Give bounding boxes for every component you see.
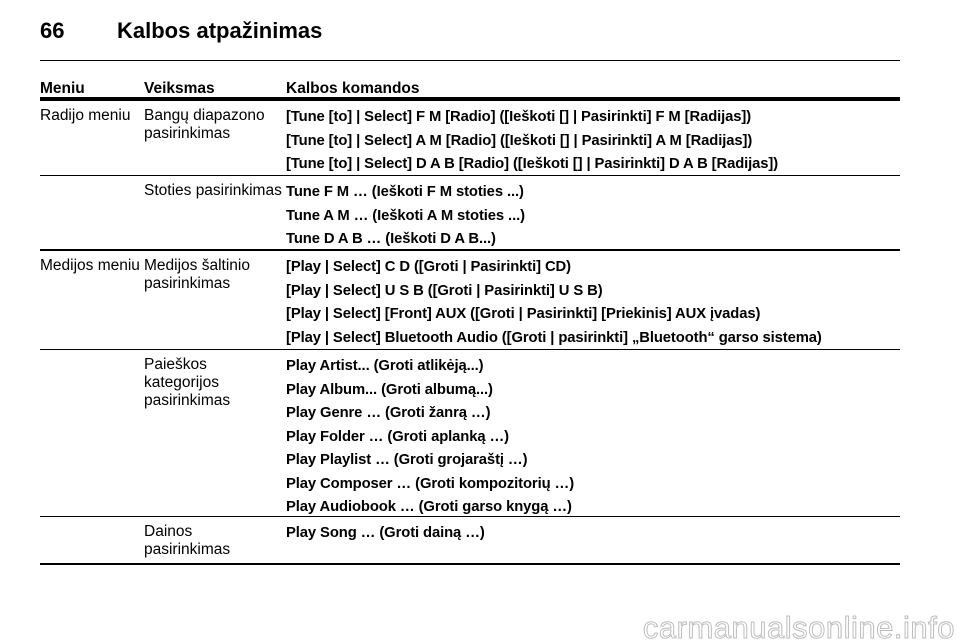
voice-command: Tune D A B … (Ieškoti D A B...) — [286, 231, 496, 247]
voice-command: [Tune [to] | Select] F M [Radio] ([Ieškoti [] | Pasirinkti] F M [Radijas]) — [286, 109, 752, 125]
table-header — [40, 61, 900, 101]
voice-command: Play Song … (Groti dainą …) — [286, 525, 485, 541]
header-menu: Meniu — [40, 80, 85, 97]
voice-command: Play Genre … (Groti žanrą …) — [286, 405, 491, 421]
page-title: Kalbos atpažinimas — [117, 18, 323, 43]
menu-cell: Radijo meniu — [40, 107, 131, 124]
voice-command: Play Playlist … (Groti grojaraštį …) — [286, 452, 528, 468]
voice-command: Play Audiobook … (Groti garso knygą …) — [286, 499, 572, 515]
voice-command-table — [40, 60, 900, 565]
command-list — [286, 106, 900, 177]
table-row — [40, 517, 900, 565]
command-list — [286, 256, 900, 350]
voice-command: [Play | Select] C D ([Groti | Pasirinkti] CD) — [286, 259, 571, 275]
voice-command: Play Composer … (Groti kompozitorių …) — [286, 475, 575, 492]
table-row — [40, 251, 900, 350]
command-list — [286, 522, 900, 546]
header-action: Veiksmas — [144, 80, 215, 97]
action-cell: Medijos šaltinio pasirinkimas — [144, 257, 250, 292]
voice-command: Play Album... (Groti albumą...) — [286, 381, 493, 398]
voice-command: [Play | Select] U S B ([Groti | Pasirinkti] U S B) — [286, 282, 603, 299]
header-commands: Kalbos komandos — [286, 80, 420, 97]
action-cell: Stoties pasirinkimas — [144, 182, 282, 199]
voice-command: Play Artist... (Groti atlikėją...) — [286, 358, 484, 374]
voice-command: [Play | Select] [Front] AUX ([Groti | Pasirinkti] [Priekinis] AUX įvadas) — [286, 306, 761, 322]
action-cell: Paieškos kategorijos pasirinkimas — [144, 356, 231, 409]
svg-text:carmanualsonline.info: carmanualsonline.info — [642, 610, 955, 642]
voice-command: [Tune [to] | Select] A M [Radio] ([Ieškoti [] | Pasirinkti] A M [Radijas]) — [286, 132, 753, 149]
menu-cell: Medijos meniu — [40, 257, 140, 274]
table-row — [40, 176, 900, 251]
voice-command: [Tune [to] | Select] D A B [Radio] ([Ieškoti [] | Pasirinkti] D A B [Radijas]) — [286, 156, 779, 172]
voice-command: Tune A M … (Ieškoti A M stoties ...) — [286, 207, 525, 224]
command-list — [286, 181, 900, 252]
command-list — [286, 355, 900, 520]
action-cell: Dainos pasirinkimas — [144, 523, 231, 558]
voice-command: [Play | Select] Bluetooth Audio ([Groti | pasirinkti] „Bluetooth“ garso sistema) — [286, 329, 822, 346]
table-row — [40, 101, 900, 176]
page-number: 66 — [40, 18, 65, 43]
table-row — [40, 350, 900, 517]
voice-command: Play Folder … (Groti aplanką …) — [286, 428, 510, 445]
voice-command: Tune F M … (Ieškoti F M stoties ...) — [286, 184, 524, 200]
action-cell: Bangų diapazono pasirinkimas — [144, 107, 265, 142]
